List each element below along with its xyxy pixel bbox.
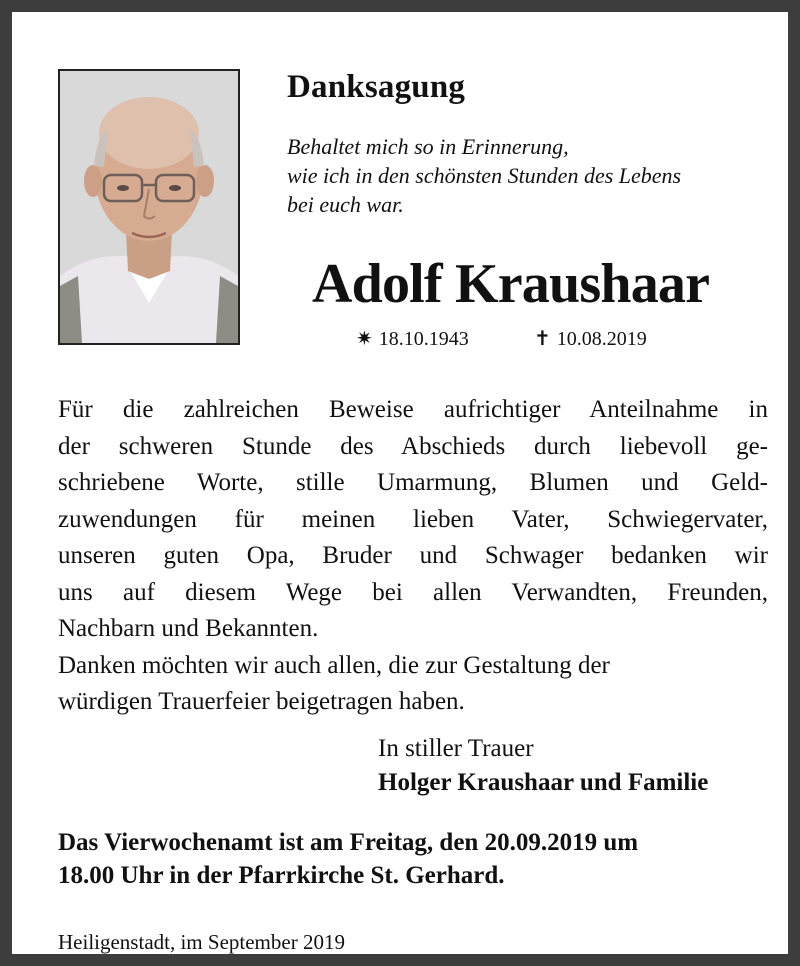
body-line: unseren guten Opa, Bruder und Schwager bedanken wir	[58, 542, 768, 569]
thanks-paragraph	[58, 392, 768, 721]
body-line: Nachbarn und Bekannten.	[58, 615, 319, 642]
memorial-quote	[287, 132, 767, 219]
body-line: schriebene Worte, stille Umarmung, Blumen und Geld-	[58, 469, 768, 496]
heading-danksagung: Danksagung	[287, 69, 466, 105]
quote-line: wie ich in den schönsten Stunden des Lebens	[287, 163, 682, 188]
place-date: Heiligenstadt, im September 2019	[58, 930, 345, 954]
signoff	[378, 732, 708, 800]
body-line: Für die zahlreichen Beweise aufrichtiger Anteilnahme in	[58, 396, 768, 423]
death-date	[534, 326, 647, 351]
quote-line: Behaltet mich so in Erinnerung,	[287, 134, 569, 159]
body-line: würdigen Trauerfeier beigetragen haben.	[58, 688, 465, 715]
body-line: uns auf diesem Wege bei allen Verwandten, Freunden,	[58, 578, 768, 606]
body-line: zuwendungen für meinen lieben Vater, Schwiegervater,	[58, 505, 768, 533]
signoff-line: In stiller Trauer	[378, 735, 534, 762]
death-date-value: 10.08.2019	[556, 328, 647, 350]
birth-date	[356, 326, 469, 351]
body-line: der schweren Stunde des Abschieds durch liebevoll ge-	[58, 432, 768, 460]
deceased-name: Adolf Kraushaar	[312, 253, 710, 315]
birth-date-value: 18.10.1943	[378, 328, 469, 350]
star-icon: ✷	[356, 328, 373, 350]
cross-icon: ✝	[534, 328, 551, 350]
portrait-image	[60, 71, 238, 343]
quote-line: bei euch war.	[287, 192, 404, 217]
notice-line: Das Vierwochenamt ist am Freitag, den 20.09.2019 um	[58, 829, 639, 856]
signoff-family: Holger Kraushaar und Familie	[378, 769, 709, 796]
portrait-photo	[58, 69, 240, 345]
notice-line: 18.00 Uhr in der Pfarrkirche St. Gerhard.	[58, 862, 505, 889]
service-notice	[58, 826, 768, 892]
body-line: Danken möchten wir auch allen, die zur Gestaltung der	[58, 651, 610, 679]
